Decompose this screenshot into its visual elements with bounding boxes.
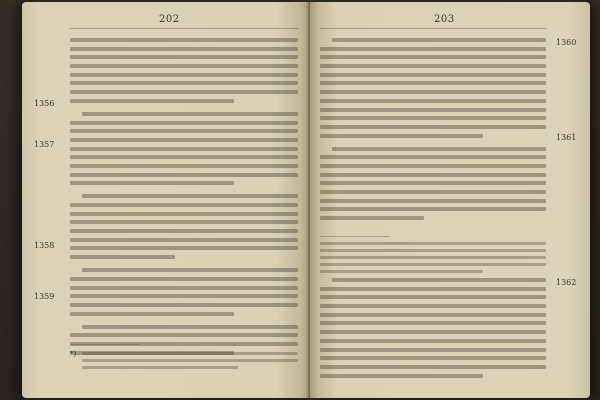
- text-line: [70, 90, 298, 94]
- text-line: [332, 147, 546, 151]
- header-rule: [70, 28, 298, 29]
- header-rule: [320, 28, 546, 29]
- text-line: [320, 348, 546, 352]
- text-line: [320, 90, 546, 94]
- text-line: [320, 81, 546, 85]
- text-line: [82, 359, 298, 362]
- text-line: [70, 164, 298, 168]
- text-line: [320, 339, 546, 343]
- marginal-number: 1360: [556, 38, 577, 47]
- text-line: [320, 190, 546, 194]
- text-line: [320, 99, 546, 103]
- text-line: [82, 112, 298, 116]
- text-line: [70, 129, 298, 133]
- text-line: [320, 313, 546, 317]
- text-line: [320, 249, 546, 252]
- page-number: 202: [159, 14, 180, 25]
- text-line: [70, 255, 175, 259]
- text-line: [320, 216, 424, 220]
- text-line: [320, 164, 546, 168]
- text-line: [320, 270, 483, 273]
- text-line: [70, 73, 298, 77]
- text-line: [70, 312, 234, 316]
- text-line: [82, 325, 298, 329]
- marginal-number: 1356: [34, 99, 55, 108]
- text-line: [320, 365, 546, 369]
- body-text-continued: [320, 278, 546, 382]
- text-line: [70, 277, 298, 281]
- text-line: [70, 286, 298, 290]
- text-line: [82, 352, 298, 355]
- body-text: [320, 38, 546, 229]
- footnote-marker: *): [70, 350, 77, 358]
- text-line: [70, 294, 298, 298]
- text-line: [320, 64, 546, 68]
- text-line: [82, 194, 298, 198]
- text-line: [70, 121, 298, 125]
- text-line: [320, 263, 546, 266]
- text-line: [320, 207, 546, 211]
- text-line: [320, 173, 546, 177]
- text-line: [320, 108, 546, 112]
- text-line: [320, 73, 546, 77]
- text-line: [320, 287, 546, 291]
- marginal-number: 1358: [34, 241, 55, 250]
- text-line: [70, 138, 298, 142]
- marginal-number: 1357: [34, 140, 55, 149]
- text-line: [320, 304, 546, 308]
- text-line: [70, 173, 298, 177]
- text-line: [332, 278, 546, 282]
- text-line: [320, 55, 546, 59]
- marginal-number: 1361: [556, 133, 577, 142]
- text-line: [320, 295, 546, 299]
- text-line: [320, 256, 546, 259]
- footnote-text: [320, 242, 546, 277]
- page-number: 203: [434, 14, 455, 25]
- footnote-rule: [70, 344, 140, 345]
- text-line: [320, 125, 546, 129]
- text-line: [70, 55, 298, 59]
- right-page: [310, 2, 590, 398]
- footnote-rule: [320, 236, 390, 237]
- text-line: [70, 229, 298, 233]
- text-line: [70, 47, 298, 51]
- text-line: [70, 203, 298, 207]
- text-line: [320, 356, 546, 360]
- marginal-number: 1362: [556, 278, 577, 287]
- text-line: [70, 333, 298, 337]
- text-line: [70, 38, 298, 42]
- text-line: [70, 99, 234, 103]
- text-line: [320, 199, 546, 203]
- text-line: [82, 268, 298, 272]
- text-line: [70, 220, 298, 224]
- text-line: [70, 303, 298, 307]
- text-line: [70, 238, 298, 242]
- text-line: [320, 321, 546, 325]
- text-line: [70, 64, 298, 68]
- text-line: [70, 147, 298, 151]
- footnote-text: [82, 352, 298, 373]
- text-line: [70, 246, 298, 250]
- text-line: [320, 374, 483, 378]
- text-line: [320, 181, 546, 185]
- text-line: [320, 155, 546, 159]
- text-line: [332, 38, 546, 42]
- marginal-number: 1359: [34, 292, 55, 301]
- text-line: [70, 155, 298, 159]
- text-line: [320, 134, 483, 138]
- text-line: [320, 242, 546, 245]
- text-line: [70, 181, 234, 185]
- body-text: [70, 38, 298, 359]
- text-line: [70, 212, 298, 216]
- text-line: [320, 330, 546, 334]
- text-line: [320, 47, 546, 51]
- text-line: [70, 81, 298, 85]
- text-line: [82, 366, 238, 369]
- text-line: [320, 116, 546, 120]
- left-page: [22, 2, 310, 398]
